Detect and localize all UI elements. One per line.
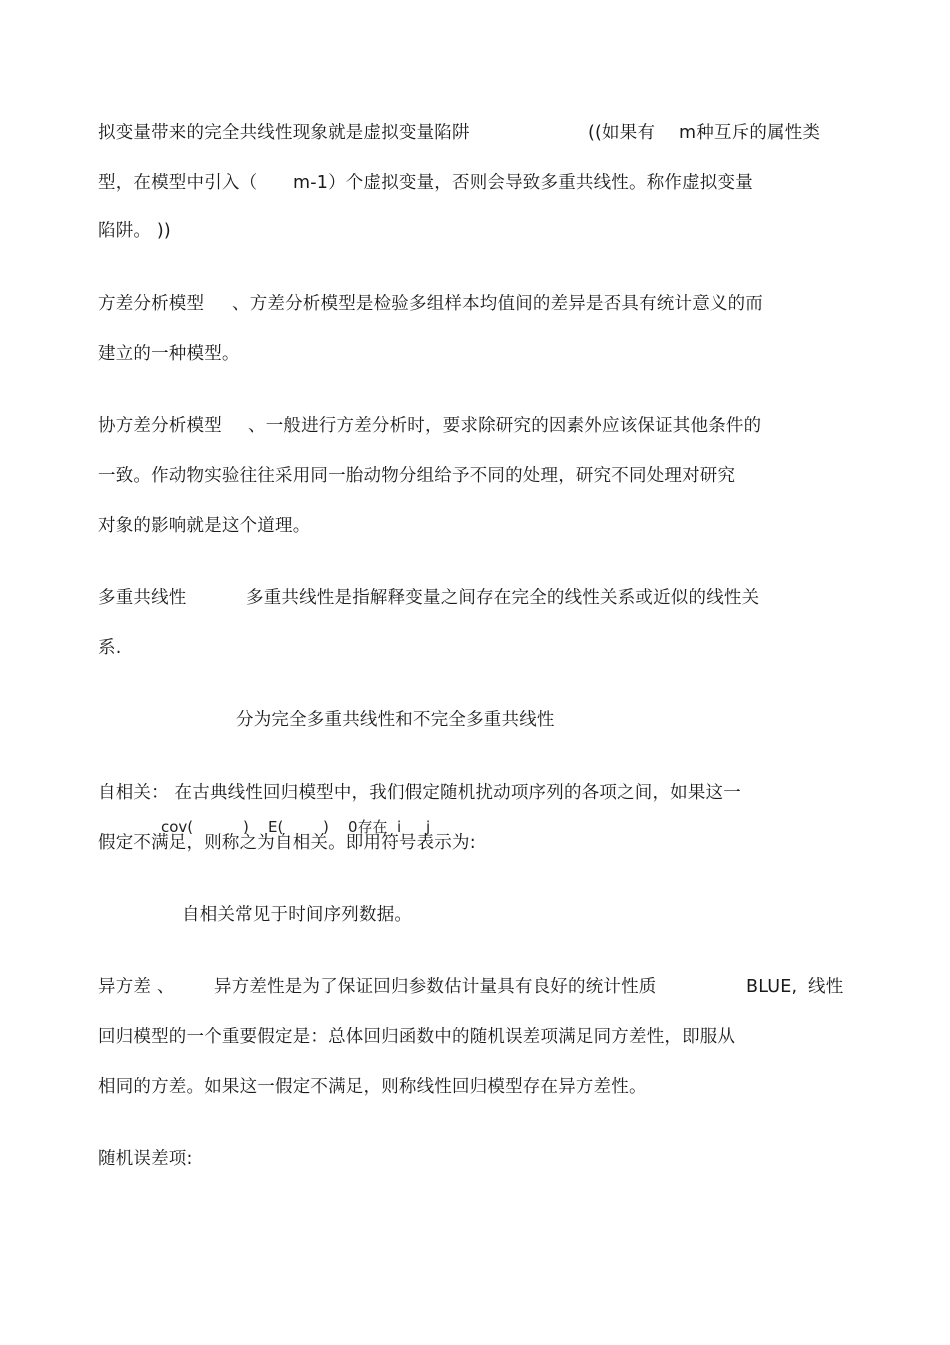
- multicollinearity-term: 多重共线性: [98, 588, 187, 608]
- anova-line2: 建立的一种模型。: [98, 344, 240, 364]
- dummy-trap-line1-b: ((如果有: [588, 123, 656, 143]
- formula-close-paren: ): [243, 818, 249, 836]
- formula-index-j: j: [426, 818, 431, 836]
- formula-cov: cov(: [161, 818, 194, 836]
- multicollinearity-line2: 系.: [98, 638, 122, 658]
- ancova-line3: 对象的影响就是这个道理。: [98, 516, 311, 536]
- dummy-trap-line2-a: 型，在模型中引入（: [98, 173, 258, 193]
- ancova-line2: 一致。作动物实验往往采用同一胎动物分组给予不同的处理，研究不同处理对研究: [98, 466, 736, 486]
- formula-zero-exists: 0存在: [348, 818, 388, 836]
- heteroscedasticity-line1-c: 线性: [808, 977, 844, 997]
- dummy-trap-line1-c: m种互斥的属性类: [679, 123, 821, 143]
- heteroscedasticity-line1-a: 异方差性是为了保证回归参数估计量具有良好的统计性质: [214, 977, 657, 997]
- autocorrelation-note: 自相关常见于时间序列数据。: [182, 905, 413, 925]
- heteroscedasticity-line3: 相同的方差。如果这一假定不满足，则称线性回归模型存在异方差性。: [98, 1077, 647, 1097]
- random-error-term: 随机误差项:: [98, 1149, 193, 1169]
- autocorrelation-line1: 自相关： 在古典线性回归模型中，我们假定随机扰动项序列的各项之间，如果这一: [98, 783, 741, 803]
- anova-line1: 、方差分析模型是检验多组样本均值间的差异是否具有统计意义的而: [232, 294, 763, 314]
- multicollinearity-line1: 多重共线性是指解释变量之间存在完全的线性关系或近似的线性关: [246, 588, 760, 608]
- dummy-trap-line1-a: 拟变量带来的完全共线性现象就是虚拟变量陷阱: [98, 123, 470, 143]
- formula-index-i: i: [397, 818, 402, 836]
- formula-close-paren-2: ): [323, 818, 329, 836]
- ancova-line1: 、一般进行方差分析时，要求除研究的因素外应该保证其他条件的: [248, 416, 762, 436]
- heteroscedasticity-line1-b: BLUE,: [746, 977, 798, 997]
- ancova-term: 协方差分析模型: [98, 416, 222, 436]
- autocorrelation-line2: 假定不满足，则称之为自相关。即用符号表示为:: [98, 833, 476, 853]
- dummy-trap-line2-b: m-1）个虚拟变量，否则会导致多重共线性。称作虚拟变量: [293, 173, 753, 193]
- multicollinearity-note: 分为完全多重共线性和不完全多重共线性: [236, 710, 555, 730]
- heteroscedasticity-line2: 回归模型的一个重要假定是：总体回归函数中的随机误差项满足同方差性，即服从: [98, 1027, 736, 1047]
- dummy-trap-line3: 陷阱。 )): [98, 221, 171, 241]
- formula-expectation: E(: [268, 818, 284, 836]
- anova-term: 方差分析模型: [98, 294, 205, 314]
- heteroscedasticity-term: 异方差 、: [98, 977, 175, 997]
